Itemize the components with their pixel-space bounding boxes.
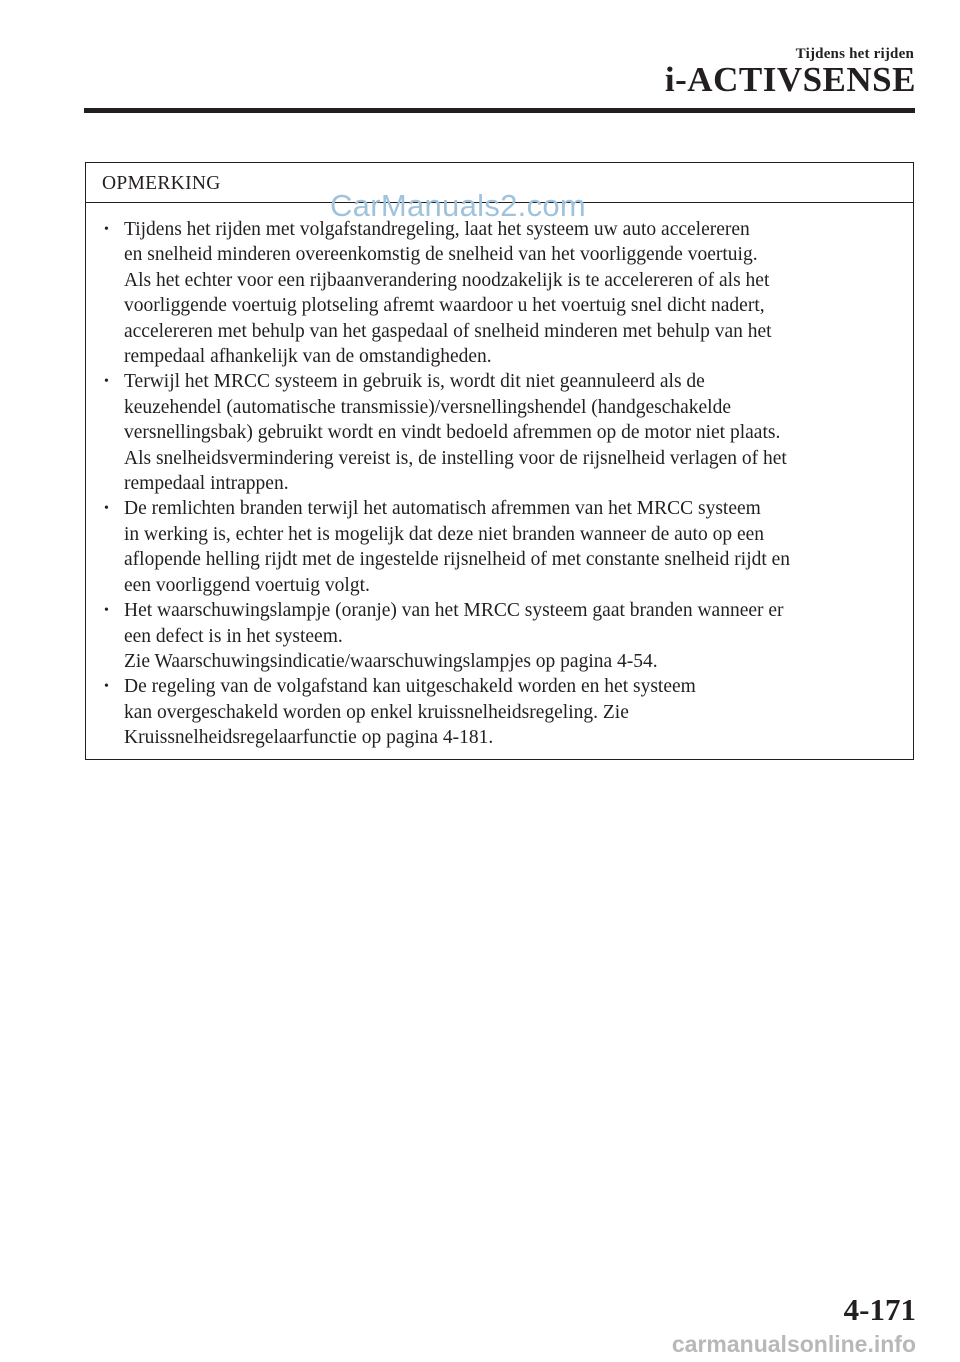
note-line: Terwijl het MRCC systeem in gebruik is, wordt dit niet geannuleerd als de — [124, 371, 705, 393]
note-line: keuzehendel (automatische transmissie)/versnellingshendel (handgeschakelde — [124, 396, 731, 418]
bullet-icon: • — [104, 501, 109, 517]
note-line: De remlichten branden terwijl het automatisch afremmen van het MRCC systeem — [124, 498, 761, 520]
note-item — [104, 496, 893, 598]
header-divider — [84, 108, 915, 113]
note-item — [104, 674, 893, 750]
page-number: 4-171 — [843, 1292, 916, 1327]
note-line: Zie Waarschuwingsindicatie/waarschuwingslampjes op pagina 4-54. — [124, 650, 658, 672]
note-item — [104, 217, 893, 369]
note-heading: OPMERKING — [86, 163, 913, 203]
note-line: in werking is, echter het is mogelijk dat deze niet branden wanneer de auto op een — [124, 523, 765, 545]
note-line: rempedaal intrappen. — [124, 473, 289, 495]
note-line: rempedaal afhankelijk van de omstandigheden. — [124, 346, 492, 368]
chapter-title: i-ACTIVSENSE — [664, 60, 916, 99]
note-line: De regeling van de volgafstand kan uitgeschakeld worden en het systeem — [124, 676, 696, 698]
note-line: accelereren met behulp van het gaspedaal of snelheid minderen met behulp van het — [124, 320, 772, 342]
note-list — [86, 203, 913, 751]
note-line: een defect is in het systeem. — [124, 625, 343, 647]
note-line: Als het echter voor een rijbaanverandering noodzakelijk is te accelereren of als het — [124, 269, 770, 291]
note-line: Als snelheidsvermindering vereist is, de instelling voor de rijsnelheid verlagen of het — [124, 447, 787, 469]
note-line: kan overgeschakeld worden op enkel kruissnelheidsregeling. Zie — [124, 701, 629, 723]
note-line: voorliggende voertuig plotseling afremt waardoor u het voertuig snel dicht nadert, — [124, 295, 765, 317]
watermark-logo: CarManuals2.com — [330, 188, 587, 223]
bullet-icon: • — [104, 603, 109, 619]
bullet-icon: • — [104, 222, 109, 237]
note-line: aflopende helling rijdt met de ingestelde rijsnelheid of met constante snelheid rijdt en — [124, 549, 791, 571]
note-line: Kruissnelheidsregelaarfunctie op pagina 4-181. — [124, 727, 494, 749]
footer-watermark: carmanualsonline.info — [671, 1331, 916, 1357]
bullet-icon: • — [104, 679, 109, 695]
note-line: versnellingsbak) gebruikt wordt en vindt bedoeld afremmen op de motor niet plaats. — [124, 422, 781, 444]
note-line: en snelheid minderen overeenkomstig de snelheid van het voorliggende voertuig. — [124, 244, 758, 266]
note-box — [85, 162, 914, 760]
note-line: Het waarschuwingslampje (oranje) van het MRCC systeem gaat branden wanneer er — [124, 600, 784, 622]
bullet-icon: • — [104, 374, 109, 390]
section-header: Tijdens het rijden — [795, 46, 914, 62]
note-item — [104, 369, 893, 496]
note-item — [104, 598, 893, 674]
note-line: Tijdens het rijden met volgafstandregeling, laat het systeem uw auto accelereren — [124, 219, 750, 240]
note-line: een voorliggend voertuig volgt. — [124, 574, 370, 596]
